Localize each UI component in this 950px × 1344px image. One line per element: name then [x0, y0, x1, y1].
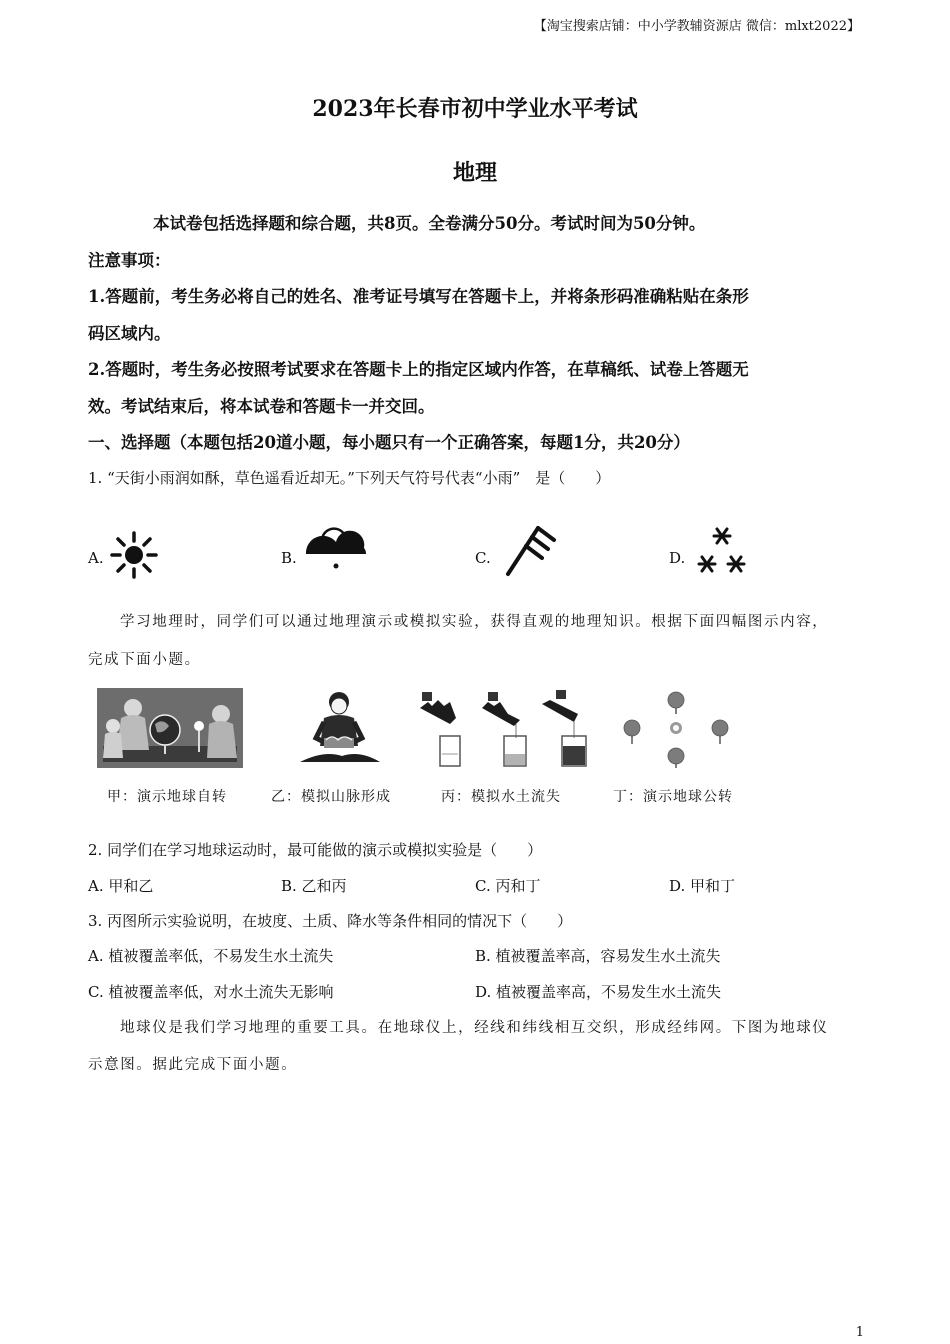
q1-option-d-label: D.: [669, 549, 686, 567]
figure-mountain-formation: [294, 688, 384, 768]
note-2-line-2: 效。考试结束后，将本试卷和答题卡一并交回。: [88, 397, 435, 416]
page-number: 1: [855, 1325, 864, 1340]
figure-earth-revolution: [618, 688, 734, 768]
note-2-line-1: 2.答题时，考生务必按照考试要求在答题卡上的指定区域内作答，在草稿纸、试卷上答题无: [88, 360, 749, 379]
passage-1-line-1: 学习地理时，同学们可以通过地理演示或模拟实验，获得直观的地理知识。根据下面四幅图示内容，: [120, 614, 829, 630]
figure-caption-yi: 乙：模拟山脉形成: [271, 789, 391, 805]
q3-option-d: D. 植被覆盖率高，不易发生水土流失: [475, 983, 722, 1001]
question-3-stem: 3. 丙图所示实验说明，在坡度、土质、降水等条件相同的情况下（ ）: [88, 912, 573, 930]
q2-option-a: A. 甲和乙: [88, 877, 154, 895]
q1-option-a-label: A.: [88, 549, 104, 567]
note-1-line-2: 码区域内。: [88, 324, 171, 343]
figure-earth-rotation: [97, 688, 243, 768]
passage-2-line-1: 地球仪是我们学习地理的重要工具。在地球仪上，经线和纬线相互交织，形成经纬网。下图为地球仪: [120, 1020, 829, 1036]
snow-icon: [694, 524, 750, 576]
sunny-icon: [108, 530, 160, 580]
header-note: 【淘宝搜索店铺：中小学教辅资源店 微信：mlxt2022】: [533, 19, 860, 34]
notes-heading: 注意事项：: [88, 251, 171, 270]
exam-title: 2023年长春市初中学业水平考试: [312, 96, 638, 122]
passage-1-line-2: 完成下面小题。: [88, 652, 201, 668]
subject-title: 地理: [452, 160, 497, 186]
q1-option-c-label: C.: [475, 549, 491, 567]
q2-option-d: D. 甲和丁: [669, 877, 736, 895]
q3-option-c: C. 植被覆盖率低，对水土流失无影响: [88, 983, 334, 1001]
q1-option-b-label: B.: [281, 549, 297, 567]
light-rain-icon: [302, 524, 372, 574]
question-1-stem: 1. “天街小雨润如酥，草色遥看近却无。”下列天气符号代表“小雨” 是（ ）: [88, 469, 611, 487]
passage-2-line-2: 示意图。据此完成下面小题。: [88, 1057, 298, 1073]
question-2-stem: 2. 同学们在学习地球运动时，最可能做的演示或模拟实验是（ ）: [88, 841, 543, 859]
q3-option-b: B. 植被覆盖率高，容易发生水土流失: [475, 947, 721, 965]
q2-option-c: C. 丙和丁: [475, 877, 541, 895]
wind-barb-icon: [500, 522, 562, 578]
figure-caption-ding: 丁：演示地球公转: [613, 789, 733, 805]
figure-caption-jia: 甲：演示地球自转: [107, 789, 227, 805]
q2-option-b: B. 乙和丙: [281, 877, 347, 895]
q3-option-a: A. 植被覆盖率低，不易发生水土流失: [88, 947, 334, 965]
note-1-line-1: 1.答题前，考生务必将自己的姓名、准考证号填写在答题卡上，并将条形码准确粘贴在条形: [88, 287, 749, 306]
figure-caption-bing: 丙：模拟水土流失: [441, 789, 561, 805]
figure-soil-erosion: [416, 688, 590, 770]
section-1-heading: 一、选择题（本题包括20道小题，每小题只有一个正确答案，每题1分，共20分）: [88, 433, 690, 452]
exam-intro: 本试卷包括选择题和综合题，共8页。全卷满分50分。考试时间为50分钟。: [153, 214, 706, 233]
